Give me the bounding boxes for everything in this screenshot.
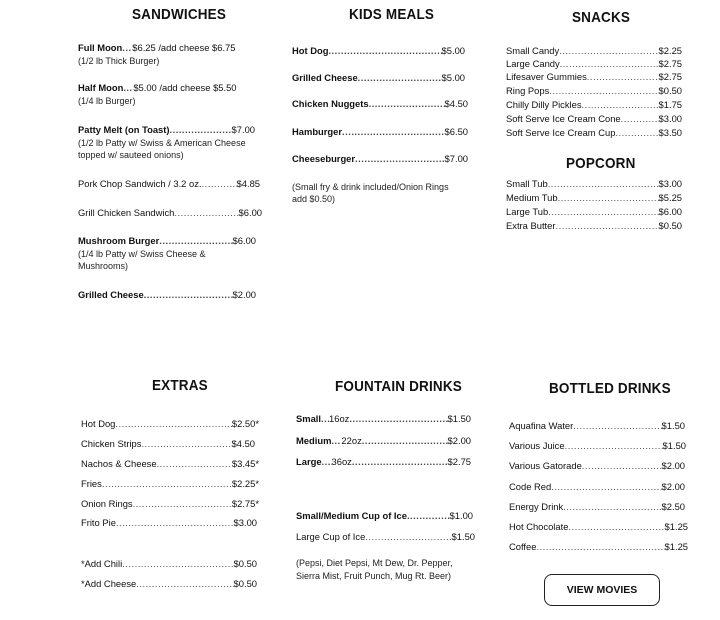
menu-item-grilled-cheese	[78, 289, 256, 300]
snack-item	[506, 85, 682, 96]
menu-item-pork-chop	[78, 178, 260, 189]
sandwiches-title: SANDWICHES	[132, 6, 227, 23]
item-name: Hot Dog	[292, 45, 329, 56]
fountain-size	[296, 435, 471, 446]
item-name: Small/Medium Cup of Ice	[296, 510, 407, 521]
fountain-note: Sierra Mist, Fruit Punch, Mug Rt. Beer)	[296, 571, 452, 581]
item-name: Extra Butter	[506, 220, 556, 231]
item-price: $6.50	[444, 126, 468, 137]
bottled-item	[509, 440, 686, 451]
item-price: $1.25	[664, 541, 688, 552]
item-price: $4.50	[231, 438, 255, 449]
menu-item-full-moon	[78, 42, 255, 53]
extra-item	[81, 438, 255, 449]
fountain-size	[296, 413, 471, 424]
extra-item	[81, 498, 259, 509]
item-note: (1/4 lb Burger)	[78, 96, 136, 106]
item-price: $1.50	[662, 440, 686, 451]
item-name: Grill Chicken Sandwich	[78, 207, 175, 218]
item-price: $2.25*	[231, 478, 259, 489]
extra-item	[81, 458, 259, 469]
kids-item-grilled-cheese	[292, 72, 465, 83]
item-name: Various Gatorade	[509, 460, 582, 471]
kids-item-chicken-nuggets	[292, 98, 468, 109]
snack-item	[506, 45, 682, 56]
kids-note: add $0.50)	[292, 194, 336, 204]
item-name: Large Candy	[506, 58, 560, 69]
bottled-item	[509, 521, 688, 532]
item-name: *Add Cheese	[81, 578, 137, 589]
item-price: $3.00	[658, 113, 682, 124]
popcorn-item	[506, 178, 682, 189]
extra-item	[81, 517, 257, 528]
item-price: $0.50	[233, 578, 257, 589]
item-price: $4.50	[444, 98, 468, 109]
item-name: Fries	[81, 478, 102, 489]
item-name: Chilly Dilly Pickles	[506, 99, 582, 110]
item-name: Energy Drink	[509, 501, 564, 512]
item-price: $1.00	[449, 510, 473, 521]
item-note: Mushrooms)	[78, 261, 129, 271]
popcorn-item	[506, 220, 682, 231]
item-name: Nachos & Cheese	[81, 458, 157, 469]
item-price: $1.50	[661, 420, 685, 431]
item-price: $5.00 /add cheese $5.50	[133, 82, 237, 93]
item-name: Grilled Cheese	[78, 289, 144, 300]
bottled-item	[509, 460, 685, 471]
item-oz: 22oz	[341, 435, 362, 446]
item-price: $3.00	[233, 517, 257, 528]
item-name: Full Moon	[78, 42, 123, 53]
item-name: Small	[296, 413, 322, 424]
item-price: $0.50	[658, 220, 682, 231]
item-name: Large Cup of Ice	[296, 531, 366, 542]
item-name: Hot Chocolate	[509, 521, 569, 532]
item-price: $6.25 /add cheese $6.75	[132, 42, 236, 53]
fountain-ice	[296, 510, 473, 521]
item-price: $4.85	[236, 178, 260, 189]
item-price: $7.00	[231, 124, 255, 135]
item-name: Chicken Nuggets	[292, 98, 369, 109]
snacks-title: SNACKS	[572, 9, 631, 26]
item-name: Soft Serve Ice Cream Cup	[506, 127, 616, 138]
bottled-item	[509, 420, 685, 431]
item-name: Coffee	[509, 541, 537, 552]
item-note: (1/2 lb Patty w/ Swiss & American Cheese	[78, 138, 246, 148]
item-price: $5.25	[658, 192, 682, 203]
item-price: $1.25	[664, 521, 688, 532]
fountain-drinks-title: FOUNTAIN DRINKS	[335, 378, 462, 395]
item-price: $2.75	[658, 71, 682, 82]
item-price: $3.00	[658, 178, 682, 189]
item-price: $2.50*	[231, 418, 259, 429]
item-name: Half Moon	[78, 82, 124, 93]
item-price: $6.00	[658, 206, 682, 217]
item-name: Onion Rings	[81, 498, 133, 509]
item-name: Mushroom Burger	[78, 235, 160, 246]
item-price: $5.00	[441, 45, 465, 56]
item-note: (1/4 lb Patty w/ Swiss Cheese &	[78, 249, 206, 259]
item-name: Chicken Strips	[81, 438, 142, 449]
item-price: $3.45*	[231, 458, 259, 469]
bottled-item	[509, 541, 688, 552]
item-price: $3.50	[658, 127, 682, 138]
item-name: Various Juice	[509, 440, 565, 451]
item-name: Soft Serve Ice Cream Cone	[506, 113, 621, 124]
extra-item	[81, 418, 259, 429]
item-price: $2.75*	[231, 498, 259, 509]
item-name: Frito Pie	[81, 517, 116, 528]
item-name: Medium	[296, 435, 332, 446]
item-price: $1.75	[658, 99, 682, 110]
item-price: $0.50	[233, 558, 257, 569]
item-price: $2.00	[447, 435, 471, 446]
item-price: $6.00	[238, 207, 262, 218]
item-price: $2.00	[661, 460, 685, 471]
menu-item-patty-melt	[78, 124, 255, 135]
bottled-drinks-title: BOTTLED DRINKS	[549, 380, 671, 397]
bottled-item	[509, 501, 685, 512]
item-name: Small Tub	[506, 178, 548, 189]
item-name: Small Candy	[506, 45, 560, 56]
item-name: Hamburger	[292, 126, 343, 137]
item-name: Hot Dog	[81, 418, 116, 429]
snack-item	[506, 58, 682, 69]
view-movies-label: VIEW MOVIES	[566, 584, 638, 596]
snack-item	[506, 127, 682, 138]
fountain-note: (Pepsi, Diet Pepsi, Mt Dew, Dr. Pepper,	[296, 558, 453, 568]
item-name: Cheeseburger	[292, 153, 356, 164]
item-name: Lifesaver Gummies	[506, 71, 587, 82]
item-name: Pork Chop Sandwich / 3.2 oz.	[78, 178, 202, 189]
extra-item	[81, 478, 259, 489]
snack-item	[506, 99, 682, 110]
extra-addon	[81, 578, 257, 589]
kids-meals-title: KIDS MEALS	[349, 6, 435, 23]
kids-item-cheeseburger	[292, 153, 468, 164]
menu-item-half-moon	[78, 82, 255, 93]
item-price: $2.50	[661, 501, 685, 512]
item-name: Code Red	[509, 481, 552, 492]
menu-item-grill-chicken	[78, 207, 262, 218]
item-name: Ring Pops	[506, 85, 550, 96]
item-note: topped w/ sauteed onions)	[78, 150, 184, 160]
snack-item	[506, 71, 682, 82]
kids-item-hamburger	[292, 126, 468, 137]
fountain-size	[296, 456, 471, 467]
popcorn-item	[506, 206, 682, 217]
item-price: $2.00	[661, 481, 685, 492]
kids-item-hot-dog	[292, 45, 465, 56]
item-price: $6.00	[232, 235, 256, 246]
item-name: Aquafina Water	[509, 420, 574, 431]
item-note: (1/2 lb Thick Burger)	[78, 56, 160, 66]
snack-item	[506, 113, 682, 124]
popcorn-item	[506, 192, 682, 203]
view-movies-button[interactable]	[544, 574, 660, 606]
item-price: $5.00	[441, 72, 465, 83]
item-name: Patty Melt (on Toast)	[78, 124, 170, 135]
item-name: Large Tub	[506, 206, 549, 217]
bottled-item	[509, 481, 685, 492]
extras-title: EXTRAS	[152, 377, 208, 394]
item-oz: 16oz	[329, 413, 350, 424]
extra-addon	[81, 558, 257, 569]
item-price: $7.00	[444, 153, 468, 164]
menu-item-mushroom-burger	[78, 235, 256, 246]
item-price: $1.50	[451, 531, 475, 542]
item-price: $1.50	[447, 413, 471, 424]
item-name: Grilled Cheese	[292, 72, 358, 83]
item-price: $2.00	[232, 289, 256, 300]
item-name: Large	[296, 456, 322, 467]
kids-note: (Small fry & drink included/Onion Rings	[292, 182, 449, 192]
popcorn-title: POPCORN	[566, 155, 636, 172]
item-price: $0.50	[658, 85, 682, 96]
item-price: $2.25	[658, 45, 682, 56]
item-price: $2.75	[447, 456, 471, 467]
item-name: *Add Chili	[81, 558, 123, 569]
item-name: Medium Tub	[506, 192, 558, 203]
item-oz: 36oz	[331, 456, 352, 467]
item-price: $2.75	[658, 58, 682, 69]
fountain-ice	[296, 531, 475, 542]
